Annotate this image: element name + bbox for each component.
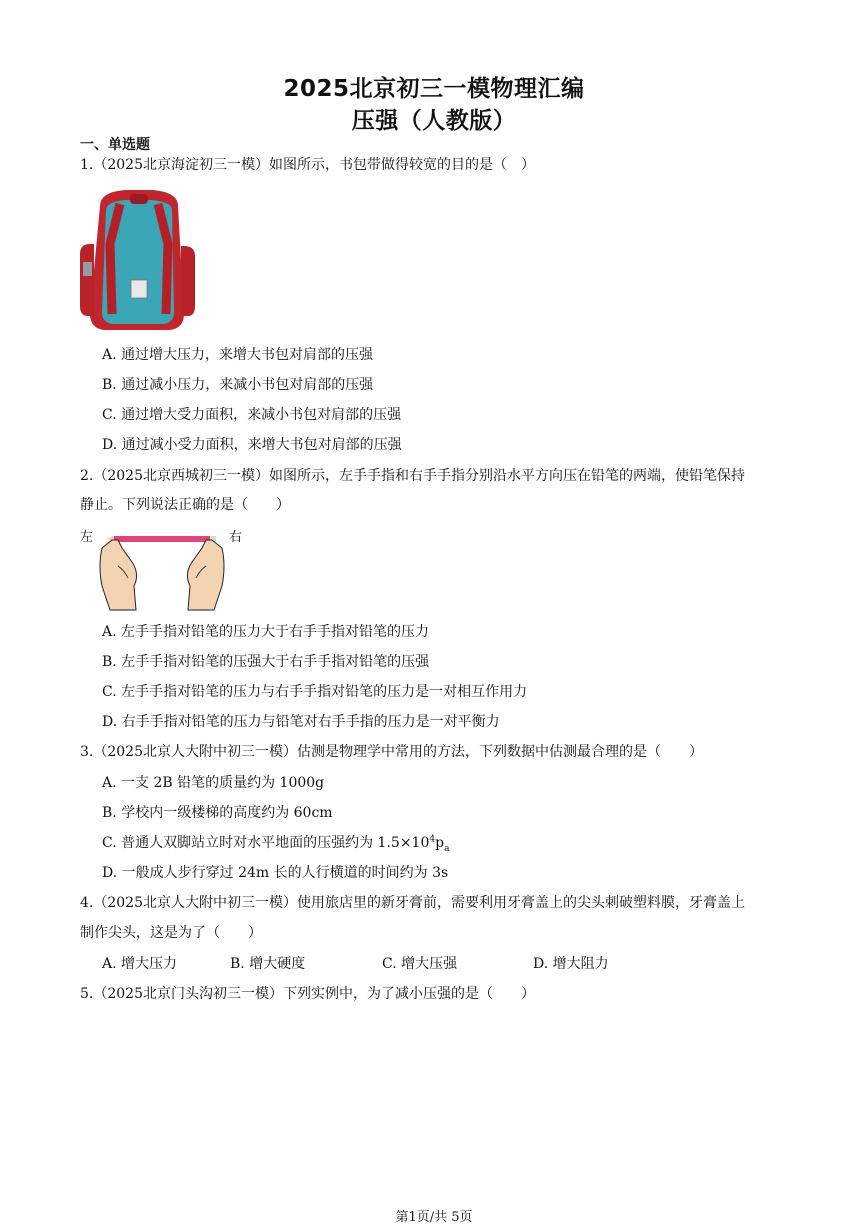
- question-4-option-c: C. 增大压强: [382, 956, 458, 972]
- question-3-option-a: A. 一支 2B 铅笔的质量约为 1000g: [102, 775, 325, 791]
- question-1-option-c: C. 通过增大受力面积，来减小书包对肩部的压强: [102, 407, 402, 423]
- backpack-image: [80, 184, 195, 332]
- question-2-option-c: C. 左手手指对铅笔的压力与右手手指对铅笔的压力是一对相互作用力: [102, 684, 528, 700]
- question-3-option-b: B. 学校内一级楼梯的高度约为 60cm: [102, 805, 333, 821]
- document-title: 2025北京初三一模物理汇编: [283, 76, 585, 102]
- question-3-option-c-unit: p: [435, 835, 445, 851]
- question-2-option-a: A. 左手手指对铅笔的压力大于右手手指对铅笔的压力: [102, 624, 430, 640]
- pencil-hands-image: [92, 526, 232, 612]
- page-footer: 第1页/共 5页: [395, 1210, 473, 1225]
- question-2-option-b: B. 左手手指对铅笔的压强大于右手手指对铅笔的压强: [102, 654, 430, 670]
- question-2-option-d: D. 右手手指对铅笔的压力与铅笔对右手手指的压力是一对平衡力: [102, 714, 500, 730]
- question-3-stem: 3.（2025北京人大附中初三一模）估测是物理学中常用的方法，下列数据中估测最合理的是（ ）: [80, 744, 703, 760]
- question-4-option-b: B. 增大硬度: [230, 956, 306, 972]
- question-3-option-c-text: C. 普通人双脚站立时对水平地面的压强约为 1.5×10: [102, 835, 430, 851]
- document-subtitle: 压强（人教版）: [351, 108, 517, 134]
- question-4-stem-line1: 4.（2025北京人大附中初三一模）使用旅店里的新牙膏前，需要利用牙膏盖上的尖头刺破塑料膜，牙膏盖上: [80, 895, 745, 911]
- question-2-stem-line2: 静止。下列说法正确的是（ ）: [80, 497, 290, 513]
- section-heading: 一、单选题: [80, 137, 150, 153]
- question-2-stem-line1: 2.（2025北京西城初三一模）如图所示，左手手指和右手手指分别沿水平方向压在铅笔的两端，使铅笔保持: [80, 468, 745, 484]
- question-3-option-c-exponent: 4: [429, 834, 436, 845]
- question-3-option-c: [102, 834, 449, 852]
- question-1-option-a: A. 通过增大压力，来增大书包对肩部的压强: [102, 347, 374, 363]
- question-3-option-d: D. 一般成人步行穿过 24m 长的人行横道的时间约为 3s: [102, 865, 449, 881]
- question-1-option-b: B. 通过减小压力，来减小书包对肩部的压强: [102, 377, 374, 393]
- question-4-stem-line2: 制作尖头，这是为了（ ）: [80, 925, 262, 941]
- question-5-stem: 5.（2025北京门头沟初三一模）下列实例中，为了减小压强的是（ ）: [80, 986, 535, 1002]
- question-3-option-c-unit-subscript: a: [444, 843, 450, 854]
- question-4-option-d: D. 增大阻力: [533, 956, 609, 972]
- question-4-option-a: A. 增大压力: [102, 956, 178, 972]
- figure-label-right: 右: [229, 530, 243, 545]
- question-1-stem: 1.（2025北京海淀初三一模）如图所示，书包带做得较宽的目的是（ ）: [80, 157, 535, 173]
- figure-label-left: 左: [80, 530, 94, 545]
- question-1-option-d: D. 通过减小受力面积，来增大书包对肩部的压强: [102, 437, 402, 453]
